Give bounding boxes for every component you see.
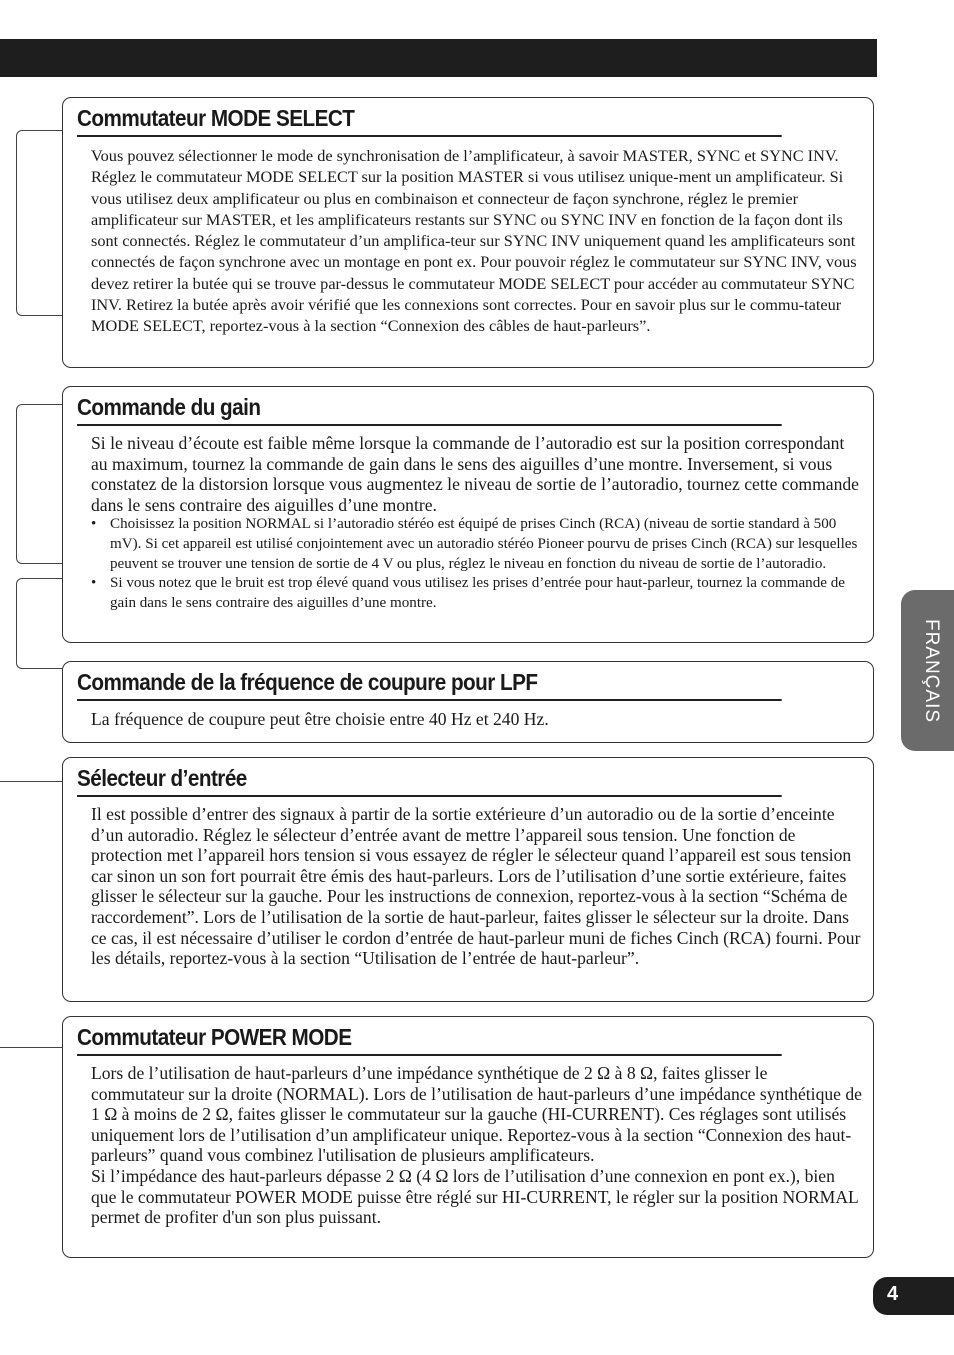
header-bar bbox=[0, 39, 877, 77]
callout-line-power-mode bbox=[0, 1047, 62, 1048]
section-title: Commande de la fréquence de coupure pour LPF bbox=[77, 665, 782, 701]
bullet-mark: • bbox=[91, 516, 97, 533]
section-title: Commutateur MODE SELECT bbox=[77, 101, 782, 137]
section-title: Sélecteur d’entrée bbox=[77, 761, 782, 797]
section-paragraph: Il est possible d’entrer des signaux à partir de la sortie extérieure d’un autoradio ou de la sortie d’enceinte d’un autoradio. Réglez le sélecteur d’entrée avant de mettre l’appareil sous tension. Une fonction de protection met l’appareil hors tension si vous essayez de régler le sélecteur quand l’appareil est sous tension car sinon un son fort pourrait être émis des haut-parleurs. Lors de l’utilisation d’une sortie extérieure, faites glisser le sélecteur sur la gauche. Pour les instructions de connexion, reportez-vous à la section “Schéma de raccordement”. Lors de l’utilisation de la sortie de haut-parleur, faites glisser le sélecteur sur la droite. Dans ce cas, il est nécessaire d’utiliser le cordon d’entrée de haut-parleur muni de fiches Cinch (RCA) fourni. Pour les détails, reportez-vous à la section “Utilisation de l’entrée de haut-parleur”. bbox=[91, 804, 861, 969]
section-mode-select bbox=[62, 97, 874, 368]
list-item bbox=[91, 574, 863, 613]
language-tab bbox=[901, 590, 954, 751]
section-paragraph: Si le niveau d’écoute est faible même lorsque la commande de l’autoradio est sur la position correspondant au maximum, tournez la commande de gain dans le sens des aiguilles d’une montre. Inversement, si vous constatez de la distorsion lorsque vous augmentez le niveau de sortie de l’autoradio, tournez cette commande dans le sens contraire des aiguilles d’une montre. bbox=[91, 433, 859, 515]
page-number-tab bbox=[873, 1277, 954, 1315]
callout-bracket-mode-select bbox=[16, 130, 63, 316]
section-input-selector bbox=[62, 757, 874, 1002]
section-gain bbox=[62, 386, 874, 643]
section-lpf bbox=[62, 661, 874, 743]
section-paragraph: La fréquence de coupure peut être choisie entre 40 Hz et 240 Hz. bbox=[91, 709, 549, 729]
page-number: 4 bbox=[887, 1283, 899, 1305]
section-title: Commutateur POWER MODE bbox=[77, 1020, 782, 1056]
bullet-mark: • bbox=[91, 575, 97, 592]
language-tab-label: FRANÇAIS bbox=[921, 618, 942, 723]
list-item bbox=[91, 515, 863, 574]
section-power-mode bbox=[62, 1016, 874, 1258]
section-paragraph: Vous pouvez sélectionner le mode de synchronisation de l’amplificateur, à savoir MASTER, SYNC et SYNC INV. Réglez le commutateur MODE SELECT sur la position MASTER si vous utilisez unique-ment un amplificateur. Si vous utilisez deux amplificateur ou plus en combinaison et connecteur de façon synchrone, réglez le premier amplificateur sur MASTER, et les amplificateurs restants sur SYNC ou SYNC INV en fonction de la façon dont ils sont connectés. Réglez le commutateur d’un amplifica-teur sur SYNC INV uniquement quand les amplificateurs sont connectés de façon synchrone avec un montage en pont ex. Pour pouvoir réglez le commutateur sur SYNC INV, vous devez retirer la butée qui se trouve par-dessus le commutateur MODE SELECT pour accéder au commutateur SYNC INV. Retirez la butée après avoir vérifié que les connexions sont correctes. Pour en savoir plus sur le commu-tateur MODE SELECT, reportez-vous à la section “Connexion des câbles de haut-parleurs”. bbox=[91, 146, 857, 336]
callout-bracket-gain bbox=[16, 404, 63, 564]
section-paragraph: Lors de l’utilisation de haut-parleurs d’une impédance synthétique de 2 Ω à 8 Ω, faites glisser le commutateur sur la droite (NORMAL). Lors de l’utilisation de haut-parleurs d’une impédance synthétique de 1 Ω à moins de 2 Ω, faites glisser le commutateur sur la gauche (HI-CURRENT). Ces réglages sont utilisés uniquement lors de l’utilisation d’un amplificateur unique. Reportez-vous à la section “Connexion des haut-parleurs” quand vous combinez l'utilisation de plusieurs amplificateurs. bbox=[91, 1063, 862, 1166]
section-paragraph: Si l’impédance des haut-parleurs dépasse 2 Ω (4 Ω lors de l’utilisation d’une connexion en pont ex.), bien que le commutateur POWER MODE puisse être réglé sur HI-CURRENT, le régler sur la position NORMAL permet de profiter d'un son plus puissant. bbox=[91, 1165, 859, 1228]
bullet-text: Choisissez la position NORMAL si l’autoradio stéréo est équipé de prises Cinch (RCA) (niveau de sortie standard à 500 mV). Si cet appareil est utilisé conjointement avec un autoradio stéréo Pioneer pourvu de prises Cinch (RCA) sur lesquelles peuvent se trouver une tension de sortie de 4 V ou plus, réglez le niveau en fonction du niveau de sortie de l’autoradio. bbox=[110, 516, 858, 572]
callout-bracket-lpf bbox=[16, 578, 63, 669]
callout-line-input-selector bbox=[0, 781, 62, 782]
bullet-list bbox=[91, 515, 863, 613]
section-title: Commande du gain bbox=[77, 390, 782, 426]
bullet-text: Si vous notez que le bruit est trop élevé quand vous utilisez les prises d’entrée pour haut-parleur, tournez la commande de gain dans le sens contraire des aiguilles d’une montre. bbox=[110, 575, 845, 611]
